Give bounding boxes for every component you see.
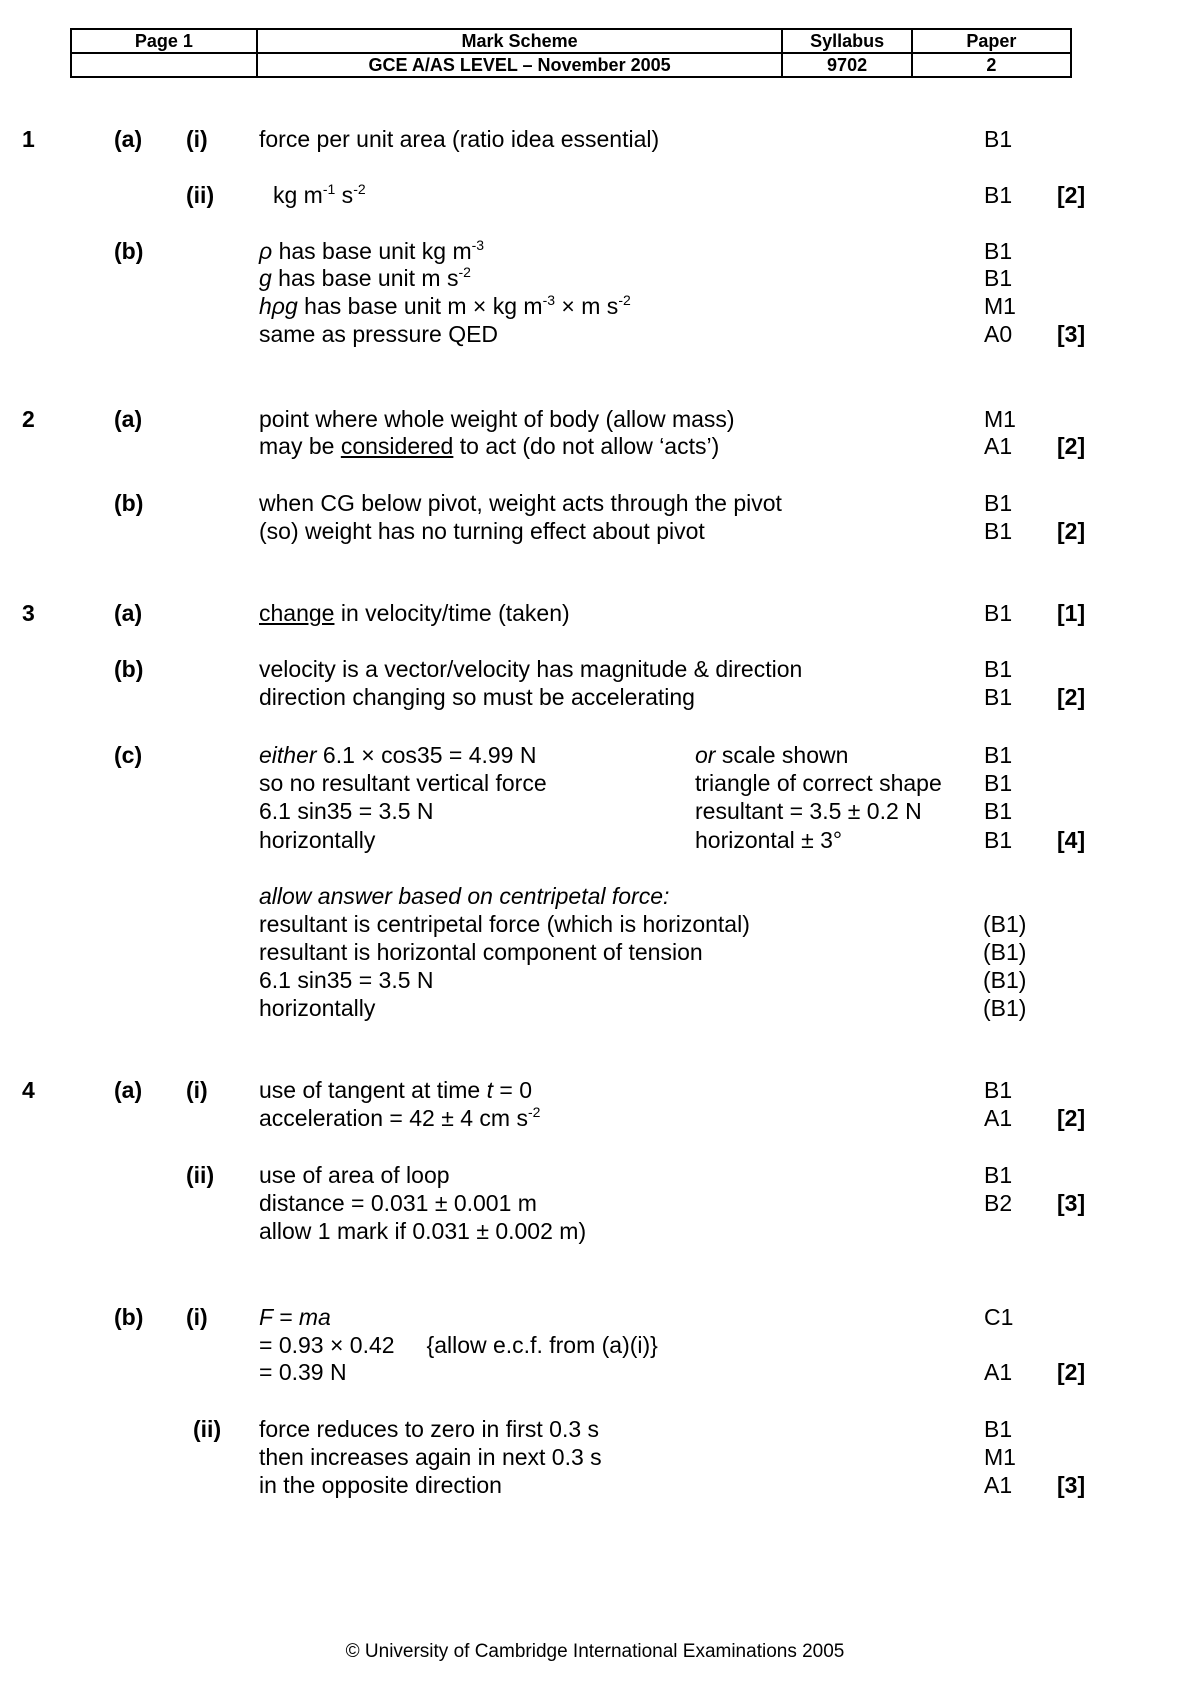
mark: B1 xyxy=(984,742,1013,768)
page-label: Page 1 xyxy=(71,29,257,53)
answer-line: horizontally xyxy=(259,995,376,1021)
answer-line: when CG below pivot, weight acts through the pivot xyxy=(259,490,782,516)
answer-line: kg $m^{-1}$ $s^{-2}$ xyxy=(273,181,366,208)
mark: A1 xyxy=(984,1359,1013,1385)
answer-line: velocity is a vector/velocity has magnitude & direction xyxy=(259,656,803,682)
mark: B1 xyxy=(984,518,1013,544)
total-mark: [1] xyxy=(1057,600,1086,626)
subpart-label: (i) xyxy=(186,126,208,152)
part-label: (a) xyxy=(114,600,143,626)
alternative-answer: horizontal ± 3° xyxy=(695,827,843,853)
mark: B1 xyxy=(984,182,1013,208)
answer-line: either 6.1 × cos35 = 4.99 N xyxy=(259,742,537,768)
answer-line: point where whole weight of body (allow mass) xyxy=(259,406,735,432)
subpart-label: (i) xyxy=(186,1304,208,1330)
answer-line: = 0.93 × 0.42 {allow e.c.f. from (a)(i)} xyxy=(259,1332,658,1358)
answer-line: resultant is horizontal component of tension xyxy=(259,939,703,965)
subpart-label: (i) xyxy=(186,1077,208,1103)
mark: M1 xyxy=(984,406,1016,432)
answer-line: force per unit area (ratio idea essential) xyxy=(259,126,660,152)
mark: B1 xyxy=(984,827,1013,853)
mark: B1 xyxy=(984,126,1013,152)
alternative-answer: or scale shown xyxy=(695,742,849,768)
mark: (B1) xyxy=(983,911,1027,937)
answer-line: horizontally xyxy=(259,827,376,853)
answer-line: acceleration = 42 ± 4 cm $s^{-2}$ xyxy=(259,1104,541,1131)
part-label: (b) xyxy=(114,1304,144,1330)
mark: A1 xyxy=(984,1472,1013,1498)
mark: A1 xyxy=(984,433,1013,459)
answer-line: use of tangent at time t = 0 xyxy=(259,1077,532,1103)
part-label: (b) xyxy=(114,490,144,516)
paper-label: Paper xyxy=(912,29,1071,53)
answer-line: g has base unit m $s^{-2}$ xyxy=(259,264,471,291)
total-mark: [2] xyxy=(1057,518,1086,544)
answer-line: hρg has base unit m × kg $m^{-3} \times m$ $s^{-2}$ xyxy=(259,292,631,319)
mark: M1 xyxy=(984,293,1016,319)
answer-line: = 0.39 N xyxy=(259,1359,347,1385)
total-mark: [2] xyxy=(1057,182,1086,208)
mark: B1 xyxy=(984,798,1013,824)
mark: B1 xyxy=(984,684,1013,710)
part-label: (b) xyxy=(114,656,144,682)
mark: B2 xyxy=(984,1190,1013,1216)
total-mark: [2] xyxy=(1057,1105,1086,1131)
subpart-label: (ii) xyxy=(186,1162,215,1188)
mark: B1 xyxy=(984,490,1013,516)
total-mark: [3] xyxy=(1057,1190,1086,1216)
mark: B1 xyxy=(984,770,1013,796)
total-mark: [2] xyxy=(1057,433,1086,459)
mark: C1 xyxy=(984,1304,1014,1330)
part-label: (a) xyxy=(114,126,143,152)
answer-line: change in velocity/time (taken) xyxy=(259,600,570,626)
header-table xyxy=(70,28,1072,78)
question-number: 4 xyxy=(22,1077,35,1103)
subpart-label: (ii) xyxy=(186,182,215,208)
syllabus-code: 9702 xyxy=(782,53,912,77)
alternative-heading: allow answer based on centripetal force: xyxy=(259,883,670,909)
question-number: 2 xyxy=(22,406,35,432)
mark: B1 xyxy=(984,238,1013,264)
mark: (B1) xyxy=(983,939,1027,965)
mark: B1 xyxy=(984,1077,1013,1103)
answer-line: in the opposite direction xyxy=(259,1472,502,1498)
mark: B1 xyxy=(984,656,1013,682)
total-mark: [4] xyxy=(1057,827,1086,853)
scheme-label: Mark Scheme xyxy=(257,29,782,53)
question-number: 1 xyxy=(22,126,35,152)
total-mark: [3] xyxy=(1057,1472,1086,1498)
page-blank xyxy=(71,53,257,77)
alternative-answer: resultant = 3.5 ± 0.2 N xyxy=(695,798,922,824)
answer-line: so no resultant vertical force xyxy=(259,770,547,796)
answer-line: may be considered to act (do not allow ‘acts’) xyxy=(259,433,720,459)
copyright-footer: © University of Cambridge International Examinations 2005 xyxy=(345,1641,845,1662)
part-label: (b) xyxy=(114,238,144,264)
answer-line: 6.1 sin35 = 3.5 N xyxy=(259,798,434,824)
answer-line: force reduces to zero in first 0.3 s xyxy=(259,1416,600,1442)
subpart-label: (ii) xyxy=(193,1416,222,1442)
mark: M1 xyxy=(984,1444,1016,1470)
mark: B1 xyxy=(984,1416,1013,1442)
answer-line: allow 1 mark if 0.031 ± 0.002 m) xyxy=(259,1218,587,1244)
part-label: (a) xyxy=(114,1077,143,1103)
part-label: (a) xyxy=(114,406,143,432)
mark: A1 xyxy=(984,1105,1013,1131)
mark: (B1) xyxy=(983,995,1027,1021)
mark: B1 xyxy=(984,600,1013,626)
mark: A0 xyxy=(984,321,1013,347)
answer-line: F = ma xyxy=(259,1304,331,1330)
alternative-answer: triangle of correct shape xyxy=(695,770,942,796)
question-number: 3 xyxy=(22,600,35,626)
answer-line: same as pressure QED xyxy=(259,321,499,347)
answer-line: ρ has base unit kg $m^{-3}$ xyxy=(259,237,485,264)
total-mark: [2] xyxy=(1057,684,1086,710)
part-label: (c) xyxy=(114,742,143,768)
total-mark: [2] xyxy=(1057,1359,1086,1385)
syllabus-label: Syllabus xyxy=(782,29,912,53)
answer-line: (so) weight has no turning effect about pivot xyxy=(259,518,705,544)
exam-title: GCE A/AS LEVEL – November 2005 xyxy=(257,53,782,77)
answer-line: resultant is centripetal force (which is horizontal) xyxy=(259,911,750,937)
paper-number: 2 xyxy=(912,53,1071,77)
total-mark: [3] xyxy=(1057,321,1086,347)
mark: B1 xyxy=(984,265,1013,291)
answer-line: distance = 0.031 ± 0.001 m xyxy=(259,1190,537,1216)
answer-line: use of area of loop xyxy=(259,1162,450,1188)
answer-line: direction changing so must be accelerating xyxy=(259,684,695,710)
answer-line: then increases again in next 0.3 s xyxy=(259,1444,602,1470)
answer-line: 6.1 sin35 = 3.5 N xyxy=(259,967,434,993)
mark: B1 xyxy=(984,1162,1013,1188)
mark: (B1) xyxy=(983,967,1027,993)
